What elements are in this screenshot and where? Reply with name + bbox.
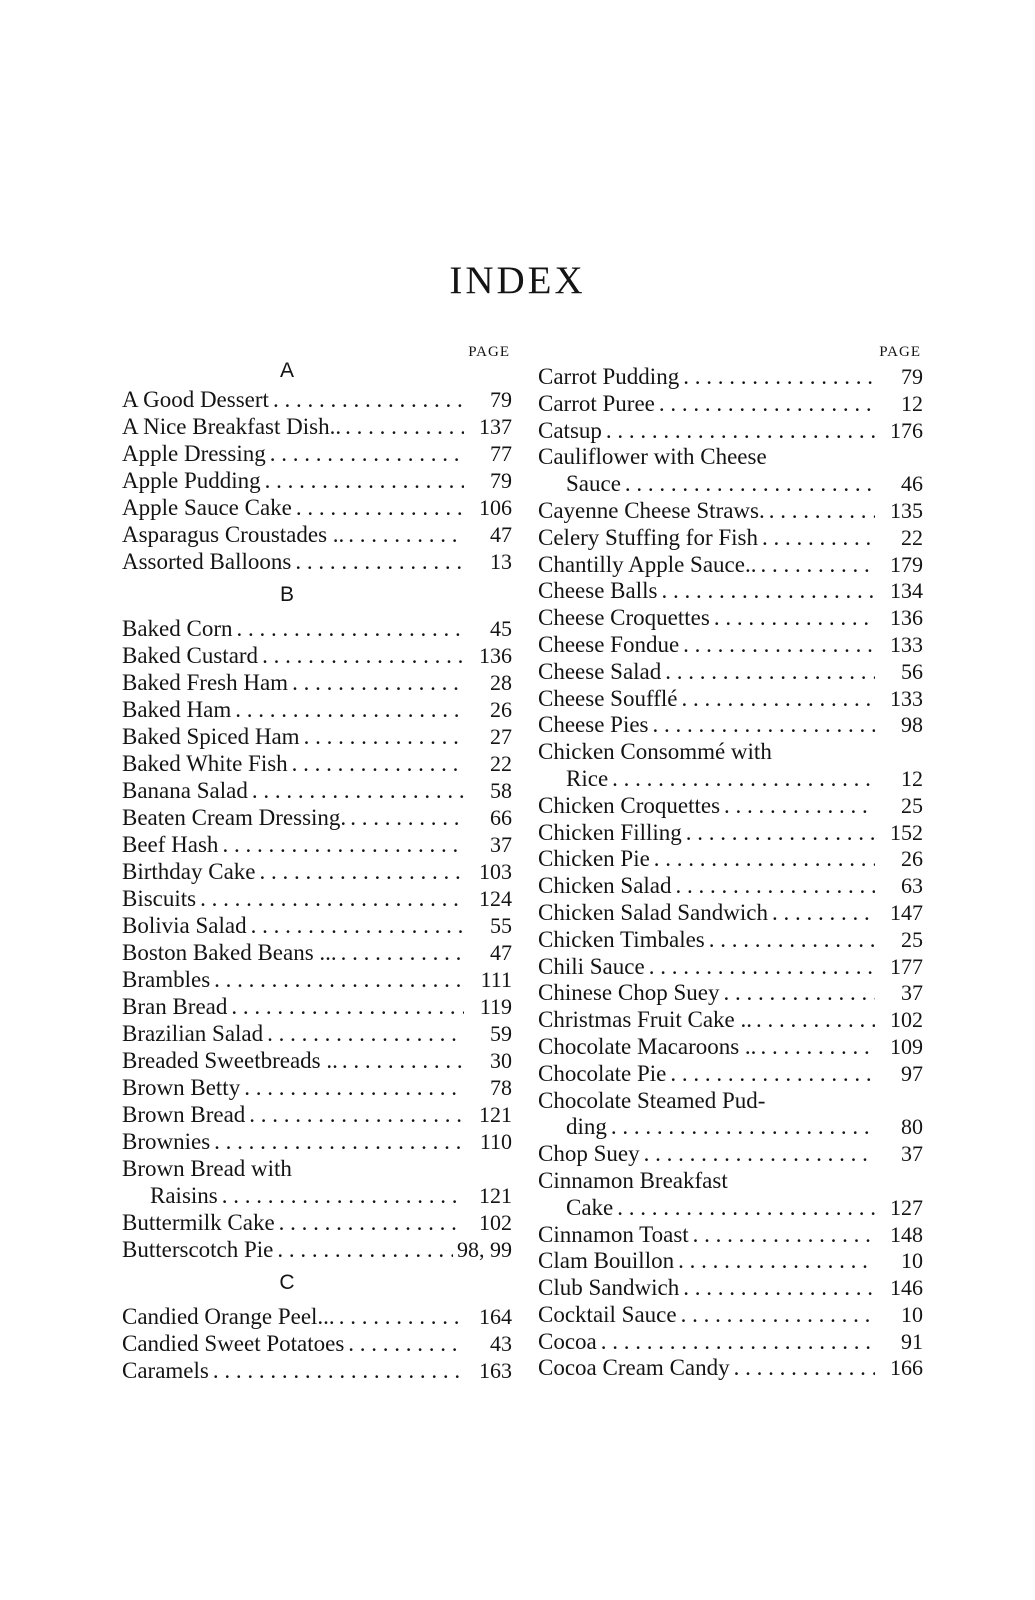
entry-name: Cauliflower with Cheese [538,444,767,470]
index-entry [538,1355,923,1382]
section-letter: B [279,583,294,606]
index-entry [538,1007,923,1034]
entry-name: Brown Bread [122,1102,246,1127]
dot-leader [606,418,875,445]
entry-page-number: 109 [890,1033,923,1059]
index-entry [538,712,923,739]
dot-leader [277,1236,453,1263]
index-entry [538,1195,923,1222]
entry-name: Chicken Salad Sandwich [538,899,768,925]
entry-page-number: 146 [890,1275,923,1301]
entry-name: Baked Spiced Ham [122,724,300,749]
dot-leader [762,525,875,552]
index-entry [122,1236,512,1263]
index-entry [122,696,512,723]
index-entry [122,1182,512,1209]
entry-page-number: 177 [890,953,923,979]
index-entry [538,793,923,820]
entry-page-number: 47 [490,522,512,547]
entry-page-number: 79 [490,387,512,412]
index-entry [538,846,923,873]
entry-page-number: 12 [901,390,923,416]
dot-leader [649,954,875,981]
entry-page-number: 25 [901,792,923,818]
dot-leader [644,1141,875,1168]
index-entry [122,831,512,858]
entry-name: Beaten Cream Dressing. [122,805,347,830]
index-entry [122,467,512,494]
dot-leader [625,471,875,498]
entry-page-number: 13 [490,549,512,574]
entry-name: Biscuits [122,886,197,911]
entry-name: Cinnamon Toast [538,1221,689,1247]
entry-name: Baked Ham [122,697,232,722]
entry-name: Chicken Croquettes [538,792,721,818]
dot-leader [270,440,464,467]
index-entry [122,615,512,642]
index-entry [122,521,512,548]
entry-page-number: 121 [479,1183,512,1208]
entry-name: Chicken Salad [538,873,672,899]
index-entry [122,1020,512,1047]
entry-name: Baked Corn [122,616,233,641]
index-entry [122,777,512,804]
dot-leader [724,793,875,820]
dot-leader [213,1357,464,1384]
page-column-header: PAGE [879,344,921,360]
entry-page-number: 30 [490,1048,512,1073]
dot-leader [292,750,464,777]
dot-leader [244,1074,464,1101]
entry-name: Chicken Pie [538,846,650,872]
dot-leader [350,804,464,831]
dot-leader [683,364,875,391]
entry-name: Catsup [538,417,602,443]
entry-page-number: 28 [490,670,512,695]
index-entry [122,750,512,777]
entry-page-number: 37 [901,1141,923,1167]
entry-name: Raisins [150,1183,218,1208]
entry-name: A Good Dessert [122,387,269,412]
dot-leader [348,521,464,548]
entry-page-number: 91 [901,1328,923,1354]
dot-leader [252,777,464,804]
entry-page-number: 134 [890,578,923,604]
entry-page-number: 103 [479,859,512,884]
dot-leader [231,993,464,1020]
dot-leader [772,900,875,927]
index-entry [538,471,923,498]
index-entry [538,1329,923,1356]
index-entry [538,1275,923,1302]
section-letter: C [279,1271,295,1294]
entry-name: Cheese Salad [538,658,662,684]
index-entry [538,1168,923,1195]
entry-name: Cake [566,1194,614,1220]
index-entry [538,1302,923,1329]
index-entry [538,766,923,793]
entry-page-number: 135 [890,497,923,523]
index-entry [538,1248,923,1275]
dot-leader [654,846,875,873]
dot-leader [734,1355,875,1382]
dot-leader [251,912,464,939]
index-entry [122,939,512,966]
entry-page-number: 136 [479,643,512,668]
dot-leader [348,1330,464,1357]
entry-name: Asparagus Croustades .. [122,522,345,547]
entry-name: Caramels [122,1358,209,1383]
entry-page-number: 10 [901,1301,923,1327]
entry-page-number: 133 [890,685,923,711]
dot-leader [200,885,464,912]
index-entry [538,873,923,900]
index-entry [538,739,923,766]
dot-leader [681,686,875,713]
entry-name: Cocoa [538,1328,597,1354]
dot-leader [665,659,875,686]
index-entry [122,494,512,521]
entry-name: Breaded Sweetbreads .. [122,1048,338,1073]
entry-page-number: 55 [490,913,512,938]
entry-page-number: 124 [479,886,512,911]
entry-page-number: 176 [890,417,923,443]
entry-name: Boston Baked Beans ... [122,940,337,965]
index-entry [538,900,923,927]
dot-leader [678,1248,875,1275]
index-entry [122,993,512,1020]
dot-leader [341,939,464,966]
entry-page-number: 98, 99 [457,1237,512,1262]
index-entry [122,413,512,440]
dot-leader [756,1007,875,1034]
entry-name: Chocolate Macaroons .. [538,1033,757,1059]
entry-name: Club Sandwich [538,1275,680,1301]
entry-name: Chocolate Pie [538,1060,667,1086]
dot-leader [611,1114,875,1141]
dot-leader [222,831,464,858]
entry-page-number: 58 [490,778,512,803]
entry-page-number: 10 [901,1248,923,1274]
entry-name: Chinese Chop Suey [538,980,720,1006]
dot-leader [339,1303,464,1330]
entry-name: Carrot Puree [538,390,655,416]
entry-name: Apple Dressing [122,441,266,466]
index-entry [122,885,512,912]
entry-page-number: 133 [890,631,923,657]
entry-name: Cheese Croquettes [538,605,710,631]
entry-name: Cheese Balls [538,578,658,604]
entry-name: Chicken Timbales [538,926,705,952]
entry-name: Chili Sauce [538,953,645,979]
dot-leader [345,413,464,440]
index-entry [538,659,923,686]
entry-page-number: 102 [479,1210,512,1235]
entry-name: Sauce [566,471,621,497]
dot-leader [601,1329,875,1356]
entry-page-number: 164 [479,1304,512,1329]
entry-page-number: 37 [490,832,512,857]
index-entry [122,912,512,939]
entry-name: Brown Betty [122,1075,241,1100]
dot-leader [267,1020,464,1047]
entry-page-number: 22 [490,751,512,776]
entry-name: Buttermilk Cake [122,1210,275,1235]
index-entry [538,927,923,954]
index-entry [538,1034,923,1061]
entry-page-number: 127 [890,1194,923,1220]
dot-leader [265,467,464,494]
entry-name: Candied Orange Peel... [122,1304,335,1329]
dot-leader [670,1061,875,1088]
index-entry [538,605,923,632]
index-entry [538,1141,923,1168]
index-entry [538,578,923,605]
index-entry [122,669,512,696]
page-column-header: PAGE [468,344,510,360]
index-entry [538,954,923,981]
index-entry [122,1047,512,1074]
entry-page-number: 37 [901,980,923,1006]
index-entry [122,1101,512,1128]
entry-name: Cinnamon Breakfast [538,1167,728,1193]
entry-name: Carrot Pudding [538,364,680,389]
entry-name: Rice [566,765,609,791]
entry-page-number: 22 [901,524,923,550]
dot-leader [676,873,876,900]
entry-name: Clam Bouillon [538,1248,675,1274]
dot-leader [617,1195,875,1222]
dot-leader [296,494,464,521]
entry-name: Chicken Filling [538,819,682,845]
index-entry [122,1330,512,1357]
dot-leader [760,552,875,579]
entry-page-number: 27 [490,724,512,749]
entry-name: Cayenne Cheese Straws. [538,497,765,523]
dot-leader [661,578,875,605]
dot-leader [612,766,875,793]
entry-page-number: 56 [901,658,923,684]
entry-page-number: 136 [890,605,923,631]
entry-page-number: 63 [901,873,923,899]
index-entry [122,1209,512,1236]
index-entry [538,364,923,391]
entry-page-number: 102 [890,1007,923,1033]
entry-name: Candied Sweet Potatoes [122,1331,345,1356]
index-entry [538,444,923,471]
dot-leader [304,723,464,750]
index-entry [122,440,512,467]
entry-page-number: 98 [901,712,923,738]
index-entry [538,1088,923,1115]
entry-page-number: 121 [479,1102,512,1127]
entry-page-number: 119 [479,994,512,1019]
index-entry [122,386,512,413]
entry-name: Cheese Fondue [538,631,680,657]
entry-name: Christmas Fruit Cake .. [538,1007,753,1033]
index-entry [122,723,512,750]
dot-leader [235,696,464,723]
entry-page-number: 78 [490,1075,512,1100]
entry-name: Celery Stuffing for Fish [538,524,758,550]
index-entry [122,1303,512,1330]
entry-page-number: 46 [901,471,923,497]
dot-leader [681,1302,875,1329]
index-entry [538,498,923,525]
index-entry [538,820,923,847]
entry-page-number: 43 [490,1331,512,1356]
entry-page-number: 77 [490,441,512,466]
index-entry [122,1357,512,1384]
index-entry [122,1074,512,1101]
entry-name: Chantilly Apple Sauce.. [538,551,757,577]
entry-page-number: 97 [901,1060,923,1086]
index-entry [538,1114,923,1141]
entry-name: Assorted Balloons [122,549,292,574]
entry-page-number: 26 [901,846,923,872]
index-entry [122,966,512,993]
dot-leader [260,858,465,885]
dot-leader [342,1047,464,1074]
entry-name: Baked Fresh Ham [122,670,289,695]
entry-page-number: 66 [490,805,512,830]
entry-name: ding [566,1114,607,1140]
entry-page-number: 79 [490,468,512,493]
entry-name: Apple Sauce Cake [122,495,292,520]
entry-page-number: 147 [890,899,923,925]
entry-name: Brazilian Salad [122,1021,264,1046]
entry-name: Butterscotch Pie [122,1237,274,1262]
entry-page-number: 148 [890,1221,923,1247]
dot-leader [686,820,875,847]
entry-page-number: 47 [490,940,512,965]
dot-leader [295,548,464,575]
dot-leader [262,642,464,669]
index-entry [122,804,512,831]
dot-leader [214,1128,464,1155]
entry-name: Baked White Fish [122,751,288,776]
entry-name: Bolivia Salad [122,913,247,938]
dot-leader [709,927,875,954]
dot-leader [769,498,875,525]
dot-leader [760,1034,875,1061]
entry-name: Brown Bread with [122,1156,292,1181]
entry-name: Cocktail Sauce [538,1301,677,1327]
entry-page-number: 45 [490,616,512,641]
section-letter: A [279,359,294,382]
entry-name: Birthday Cake [122,859,256,884]
entry-name: Banana Salad [122,778,248,803]
index-entry [122,1155,512,1182]
index-entry [122,548,512,575]
entry-page-number: 106 [479,495,512,520]
index-entry [538,632,923,659]
entry-name: Chop Suey [538,1141,640,1167]
index-entry [538,552,923,579]
dot-leader [222,1182,464,1209]
entry-page-number: 179 [890,551,923,577]
index-column-left [122,340,512,1384]
index-entry [538,1061,923,1088]
dot-leader [273,386,464,413]
entry-name: Cheese Pies [538,712,649,738]
dot-leader [237,615,464,642]
page-title: INDEX [449,259,586,302]
dot-leader [723,980,875,1007]
entry-page-number: 111 [480,967,512,992]
dot-leader [683,1275,875,1302]
entry-page-number: 110 [479,1129,512,1154]
index-entry [122,642,512,669]
dot-leader [714,605,875,632]
dot-leader [659,391,875,418]
index-entry [538,391,923,418]
entry-name: Apple Pudding [122,468,261,493]
entry-name: Brownies [122,1129,211,1154]
entry-name: Cheese Soufflé [538,685,678,711]
dot-leader [279,1209,464,1236]
entry-page-number: 137 [479,414,512,439]
entry-name: Cocoa Cream Candy [538,1355,730,1381]
entry-name: Chicken Consommé with [538,739,772,765]
entry-page-number: 79 [901,364,923,389]
index-entry [538,418,923,445]
index-entry [538,980,923,1007]
dot-leader [292,669,464,696]
entry-page-number: 59 [490,1021,512,1046]
dot-leader [214,966,464,993]
index-entry [538,1222,923,1249]
entry-page-number: 25 [901,926,923,952]
entry-page-number: 152 [890,819,923,845]
entry-name: Chocolate Steamed Pud- [538,1087,766,1113]
index-entry [122,1128,512,1155]
entry-page-number: 26 [490,697,512,722]
index-column-right [538,340,923,1382]
dot-leader [683,632,875,659]
index-entry [538,525,923,552]
dot-leader [653,712,875,739]
dot-leader [249,1101,464,1128]
index-entry [538,686,923,713]
entry-name: Baked Custard [122,643,259,668]
dot-leader [693,1222,875,1249]
index-entry [122,858,512,885]
entry-name: Brambles [122,967,211,992]
entry-page-number: 163 [479,1358,512,1383]
entry-page-number: 12 [901,765,923,791]
entry-page-number: 80 [901,1114,923,1140]
entry-name: Bran Bread [122,994,228,1019]
entry-page-number: 166 [890,1355,923,1381]
entry-name: Beef Hash [122,832,219,857]
entry-name: A Nice Breakfast Dish.. [122,414,342,439]
